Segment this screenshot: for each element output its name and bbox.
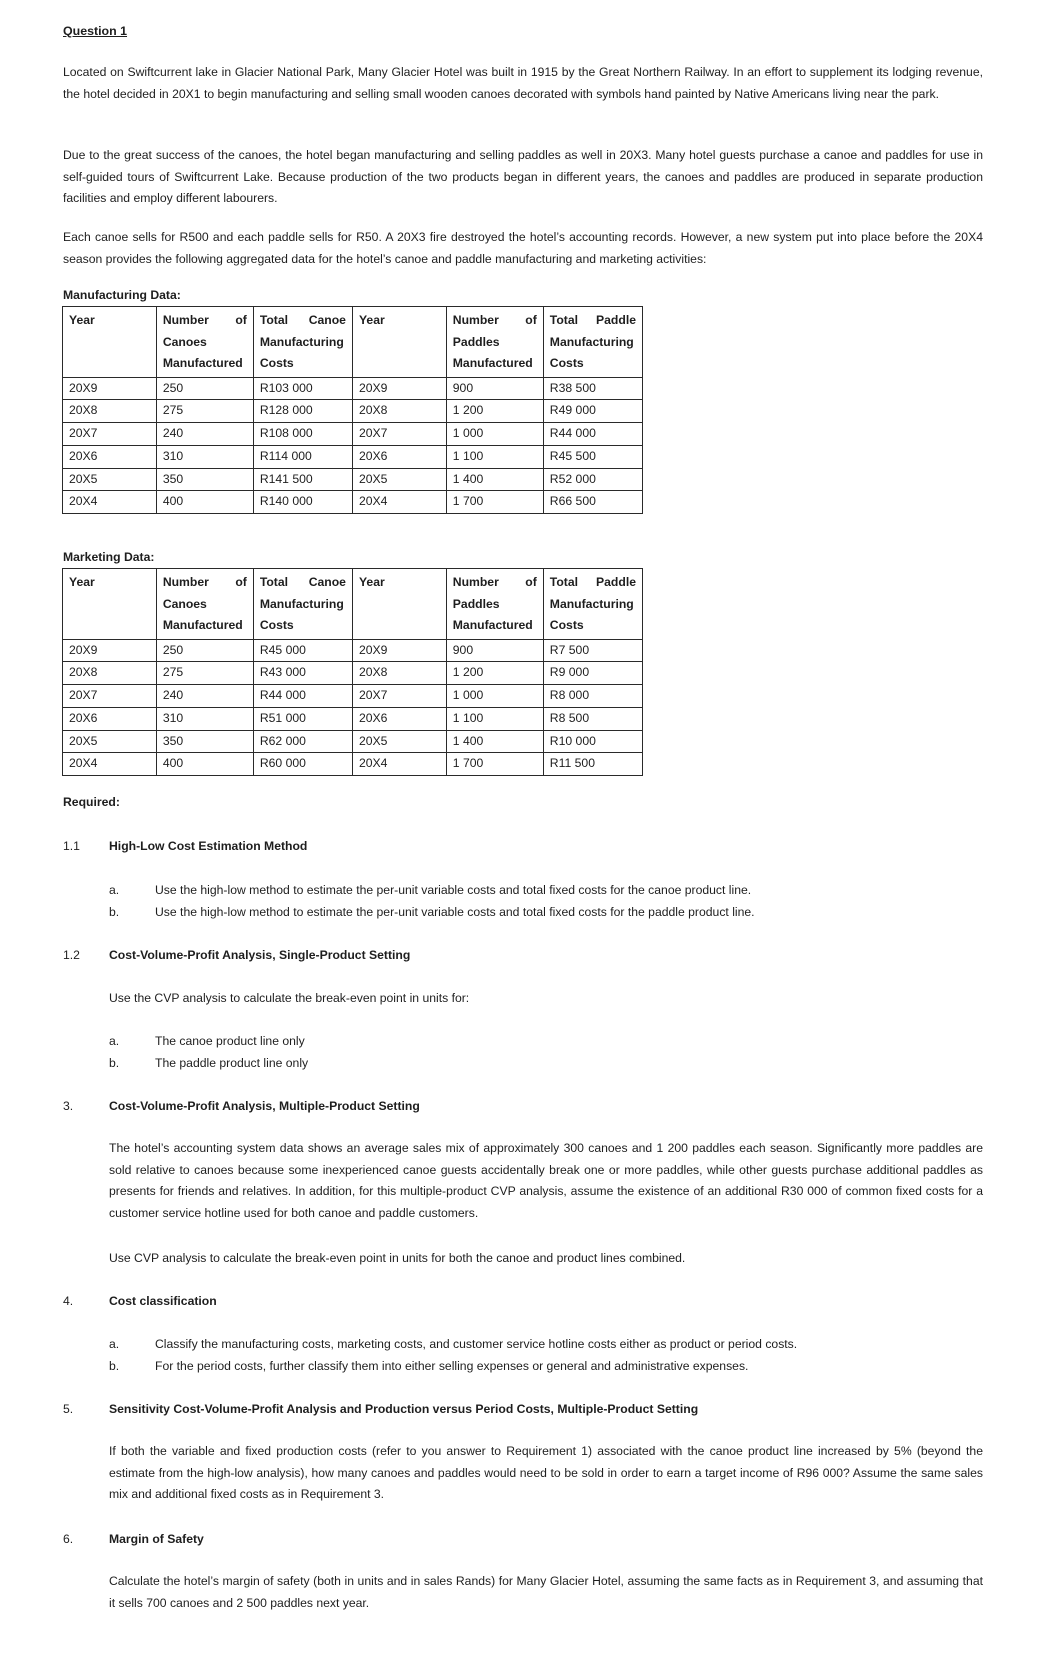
required-heading: Required:: [63, 795, 120, 809]
section-title: High-Low Cost Estimation Method: [109, 839, 308, 853]
table-cell: R11 500: [543, 753, 642, 776]
table-cell: 20X7: [63, 685, 157, 708]
table-cell: 900: [446, 639, 543, 662]
item-letter: a.: [109, 1034, 120, 1048]
table-cell: 20X5: [63, 468, 157, 491]
table-cell: 20X9: [63, 377, 157, 400]
table-cell: 1 700: [446, 753, 543, 776]
section-title: Cost-Volume-Profit Analysis, Multiple-Product Setting: [109, 1099, 420, 1113]
item-letter: b.: [109, 1056, 120, 1070]
header-cell: Number of Paddles Manufactured: [446, 569, 543, 640]
table-row: [63, 491, 643, 514]
table-cell: 1 400: [446, 730, 543, 753]
table-cell: 1 200: [446, 400, 543, 423]
table-cell: R43 000: [253, 662, 352, 685]
table-cell: 240: [156, 685, 253, 708]
table-cell: 20X8: [63, 400, 157, 423]
table-cell: R8 500: [543, 707, 642, 730]
table-cell: R9 000: [543, 662, 642, 685]
table-cell: 20X4: [63, 753, 157, 776]
table-row: [63, 707, 643, 730]
item-text: Classify the manufacturing costs, marketing costs, and customer service hotline costs either as product or period costs.: [155, 1337, 798, 1351]
table-cell: 250: [156, 377, 253, 400]
section-number: 3.: [63, 1099, 74, 1113]
table-row: [63, 685, 643, 708]
table-row: [63, 423, 643, 446]
table-cell: 20X9: [352, 639, 446, 662]
table-row: [63, 639, 643, 662]
table-cell: 275: [156, 662, 253, 685]
table-cell: 20X4: [63, 491, 157, 514]
table-cell: 20X8: [352, 400, 446, 423]
section-paragraph: Calculate the hotel’s margin of safety (both in units and in sales Rands) for Many Glacier Hotel, assuming the same facts as in Requirement 3, and assuming that it sells 700 canoes and 2 500 paddles next year.: [109, 1574, 983, 1610]
table-cell: 20X5: [352, 730, 446, 753]
section-number: 1.2: [63, 948, 80, 962]
table-cell: R140 000: [253, 491, 352, 514]
intro-paragraph-1: Located on Swiftcurrent lake in Glacier National Park, Many Glacier Hotel was built in 1915 by the Great Northern Railway. In an effort to supplement its lodging revenue, the hotel decided in 20X1 to begin manufacturing and selling small wooden canoes decorated with symbols hand painted by Native Americans living near the park.: [63, 65, 983, 101]
table-cell: 400: [156, 491, 253, 514]
header-cell: Number of Canoes Manufactured: [156, 569, 253, 640]
header-cell: Total Canoe Manufacturing Costs: [253, 307, 352, 378]
header-cell: Number of Canoes Manufactured: [156, 307, 253, 378]
header-cell: Year: [352, 307, 446, 378]
table-cell: 20X5: [63, 730, 157, 753]
table-row: [63, 662, 643, 685]
table-cell: 900: [446, 377, 543, 400]
table-cell: 20X4: [352, 753, 446, 776]
table-cell: 20X6: [352, 445, 446, 468]
item-letter: b.: [109, 905, 120, 919]
table-row: [63, 730, 643, 753]
header-cell: Total Paddle Manufacturing Costs: [543, 569, 642, 640]
table-cell: R52 000: [543, 468, 642, 491]
table-cell: 20X6: [63, 445, 157, 468]
item-letter: b.: [109, 1359, 120, 1373]
intro-paragraph-3: Each canoe sells for R500 and each paddle sells for R50. A 20X3 fire destroyed the hotel’s accounting records. However, a new system put into place before the 20X4 season provides the following aggregated data for the hotel’s canoe and paddle manufacturing and marketing activities:: [63, 230, 983, 266]
item-text: Use the high-low method to estimate the per-unit variable costs and total fixed costs for the paddle product line.: [155, 905, 755, 919]
table-row: [63, 468, 643, 491]
table-cell: R66 500: [543, 491, 642, 514]
section-number: 4.: [63, 1294, 74, 1308]
table-row: [63, 377, 643, 400]
table-cell: R62 000: [253, 730, 352, 753]
header-cell: Year: [63, 569, 157, 640]
header-cell: Total Canoe Manufacturing Costs: [253, 569, 352, 640]
intro-paragraph-2: Due to the great success of the canoes, the hotel began manufacturing and selling paddles as well in 20X3. Many hotel guests purchase a canoe and paddles for use in self-guided tours of Swiftcurrent Lake. Because production of the two products began in different years, the canoes and paddles are produced in separate production facilities and employ different labourers.: [63, 148, 983, 206]
table-cell: 20X7: [63, 423, 157, 446]
table-cell: R45 500: [543, 445, 642, 468]
manufacturing-caption: Manufacturing Data:: [63, 288, 181, 302]
section-lead: Use CVP analysis to calculate the break-even point in units for both the canoe and product lines combined.: [109, 1251, 686, 1265]
table-cell: 1 200: [446, 662, 543, 685]
table-row: [63, 445, 643, 468]
table-row: [63, 400, 643, 423]
table-cell: R114 000: [253, 445, 352, 468]
table-cell: 1 400: [446, 468, 543, 491]
table-cell: R44 000: [253, 685, 352, 708]
table-header-row: [63, 569, 643, 640]
table-cell: 20X5: [352, 468, 446, 491]
section-number: 1.1: [63, 839, 80, 853]
question-title: Question 1: [63, 24, 128, 38]
table-cell: 310: [156, 707, 253, 730]
table-cell: R7 500: [543, 639, 642, 662]
section-lead: Use the CVP analysis to calculate the break-even point in units for:: [109, 991, 470, 1005]
table-cell: 20X6: [352, 707, 446, 730]
marketing-caption: Marketing Data:: [63, 550, 155, 564]
table-cell: 20X4: [352, 491, 446, 514]
item-text: Use the high-low method to estimate the per-unit variable costs and total fixed costs for the canoe product line.: [155, 883, 752, 897]
table-cell: R60 000: [253, 753, 352, 776]
item-text: For the period costs, further classify them into either selling expenses or general and administrative expenses.: [155, 1359, 749, 1373]
table-cell: 250: [156, 639, 253, 662]
table-cell: R51 000: [253, 707, 352, 730]
table-cell: R128 000: [253, 400, 352, 423]
table-cell: 1 700: [446, 491, 543, 514]
table-cell: 1 100: [446, 445, 543, 468]
table-cell: 1 000: [446, 423, 543, 446]
table-cell: 20X9: [352, 377, 446, 400]
header-cell: Year: [352, 569, 446, 640]
manufacturing-table: [62, 306, 643, 514]
section-paragraph: The hotel’s accounting system data shows an average sales mix of approximately 300 canoes and 1 200 paddles each season. Significantly more paddles are sold relative to canoes because some inexperienced canoe guests accidentally break one or more paddles, while other guests purchase additional paddles as presents for friends and relatives. In addition, for this multiple-product CVP analysis, assume the existence of an additional R30 000 of common fixed costs for a customer service hotline used for both canoe and paddle customers.: [109, 1141, 983, 1220]
table-cell: R10 000: [543, 730, 642, 753]
item-letter: a.: [109, 883, 120, 897]
table-cell: 400: [156, 753, 253, 776]
table-cell: 240: [156, 423, 253, 446]
table-cell: 20X6: [63, 707, 157, 730]
table-cell: 275: [156, 400, 253, 423]
section-paragraph: If both the variable and fixed production costs (refer to you answer to Requirement 1) associated with the canoe product line increased by 5% (beyond the estimate from the high-low analysis), how many canoes and paddles would need to be sold in order to earn a target income of R96 000? Assume the same sales mix and additional fixed costs as in Requirement 3.: [109, 1444, 983, 1502]
header-cell: Year: [63, 307, 157, 378]
table-cell: 310: [156, 445, 253, 468]
section-title: Sensitivity Cost-Volume-Profit Analysis and Production versus Period Costs, Multiple-Product Setting: [109, 1402, 699, 1416]
section-title: Cost-Volume-Profit Analysis, Single-Product Setting: [109, 948, 411, 962]
table-cell: R38 500: [543, 377, 642, 400]
section-number: 6.: [63, 1532, 74, 1546]
section-title: Cost classification: [109, 1294, 217, 1308]
item-text: The paddle product line only: [155, 1056, 309, 1070]
table-cell: R103 000: [253, 377, 352, 400]
table-header-row: [63, 307, 643, 378]
table-cell: R141 500: [253, 468, 352, 491]
table-cell: 350: [156, 468, 253, 491]
table-cell: 350: [156, 730, 253, 753]
header-cell: Number of Paddles Manufactured: [446, 307, 543, 378]
table-cell: 20X8: [352, 662, 446, 685]
table-cell: R45 000: [253, 639, 352, 662]
table-cell: R44 000: [543, 423, 642, 446]
table-cell: 20X7: [352, 423, 446, 446]
item-text: The canoe product line only: [155, 1034, 305, 1048]
table-cell: 20X7: [352, 685, 446, 708]
table-cell: 1 100: [446, 707, 543, 730]
section-title: Margin of Safety: [109, 1532, 204, 1546]
table-cell: R108 000: [253, 423, 352, 446]
item-letter: a.: [109, 1337, 120, 1351]
header-cell: Total Paddle Manufacturing Costs: [543, 307, 642, 378]
table-cell: R49 000: [543, 400, 642, 423]
table-cell: R8 000: [543, 685, 642, 708]
section-number: 5.: [63, 1402, 74, 1416]
marketing-table: [62, 568, 643, 776]
table-row: [63, 753, 643, 776]
table-cell: 20X9: [63, 639, 157, 662]
table-cell: 20X8: [63, 662, 157, 685]
table-cell: 1 000: [446, 685, 543, 708]
